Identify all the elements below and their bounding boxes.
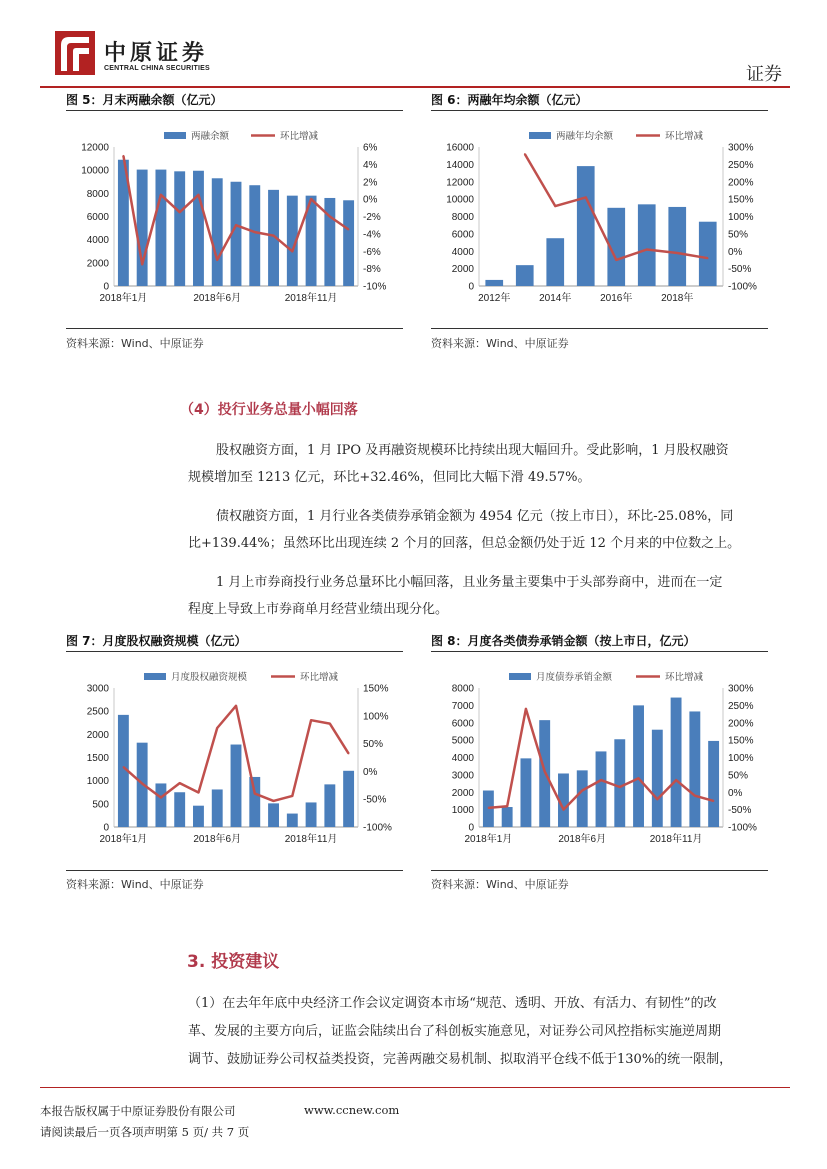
- bar: [485, 280, 503, 286]
- line-point: [123, 155, 125, 157]
- y-left-tick-label: 2000: [86, 258, 109, 270]
- y-left-tick-label: 2500: [86, 706, 109, 718]
- y-right-tick-label: 250%: [728, 159, 754, 171]
- y-left-tick-label: 2000: [86, 729, 109, 741]
- y-left-tick-label: 0: [103, 281, 109, 293]
- x-tick-label: 2018年6月: [193, 834, 242, 845]
- y-left-tick-label: 4000: [451, 246, 474, 258]
- line-point: [646, 249, 648, 251]
- section-4-heading: （4）投行业务总量小幅回落: [180, 402, 358, 418]
- bar: [708, 741, 719, 827]
- line-point: [615, 259, 617, 261]
- line-point: [179, 782, 181, 784]
- x-tick-label: 2012年: [478, 293, 511, 304]
- fig6-source: 资料来源：Wind、中原证券: [431, 337, 569, 350]
- fig5-top-rule: [66, 110, 403, 111]
- fig8-source: 资料来源：Wind、中原证券: [431, 878, 569, 891]
- y-left-tick-label: 10000: [81, 165, 109, 177]
- section-3-p1-line1: （1）在去年年底中央经济工作会议定调资本市场“规范、透明、开放、有活力、有韧性”的改: [188, 996, 717, 1011]
- line-point: [563, 809, 565, 811]
- fig8-bottom-rule: [431, 870, 768, 871]
- x-tick-label: 2016年: [600, 293, 633, 304]
- y-right-tick-label: 50%: [728, 770, 749, 782]
- line-point: [123, 766, 125, 768]
- x-tick-label: 2018年6月: [558, 834, 607, 845]
- y-left-tick-label: 3000: [451, 770, 474, 782]
- line-point: [329, 723, 331, 725]
- bar: [231, 745, 242, 827]
- bar: [343, 200, 354, 286]
- x-tick-label: 2018年1月: [99, 293, 148, 304]
- fig7-source: 资料来源：Wind、中原证券: [66, 878, 204, 891]
- bar: [668, 207, 686, 286]
- y-right-tick-label: 250%: [728, 700, 754, 712]
- logo-chinese-name: 中原证券: [104, 40, 209, 66]
- fig7-title: 图 7：月度股权融资规模（亿元）: [66, 634, 247, 648]
- fig6-chart: [431, 112, 768, 327]
- line-point: [160, 797, 162, 799]
- y-right-tick-label: 100%: [728, 753, 754, 764]
- line-point: [657, 798, 659, 800]
- bar: [306, 802, 317, 827]
- y-right-tick-label: 4%: [363, 159, 378, 171]
- y-left-tick-label: 12000: [81, 142, 109, 154]
- y-left-tick-label: 1000: [86, 776, 109, 788]
- legend-line-label: 环比增减: [300, 672, 339, 683]
- bar: [614, 739, 625, 827]
- y-right-tick-label: 150%: [728, 194, 754, 206]
- line-point: [179, 211, 181, 213]
- legend-bar-swatch: [529, 132, 551, 139]
- x-tick-label: 2018年11月: [284, 293, 338, 304]
- page-header: [40, 28, 790, 88]
- legend-bar-label: 两融年均余额: [556, 131, 614, 142]
- legend-bar-label: 月度债券承销金额: [536, 672, 613, 683]
- y-right-tick-label: -50%: [728, 805, 752, 817]
- footer-page-note: 请阅读最后一页各项声明第 5 页/ 共 7 页: [40, 1125, 250, 1139]
- line-point: [310, 198, 312, 200]
- bar: [652, 730, 663, 827]
- bar: [249, 185, 260, 286]
- x-tick-label: 2018年11月: [649, 834, 703, 845]
- bar: [155, 170, 166, 286]
- bar: [137, 170, 148, 286]
- y-right-tick-label: 50%: [363, 739, 384, 751]
- bar: [174, 171, 185, 286]
- bar: [577, 770, 588, 827]
- y-right-tick-label: -10%: [363, 281, 387, 293]
- x-tick-label: 2018年11月: [284, 834, 338, 845]
- bar: [193, 806, 204, 827]
- y-left-tick-label: 0: [468, 822, 474, 834]
- company-logo-icon: [55, 31, 95, 75]
- bar: [520, 758, 531, 827]
- line-point: [600, 779, 602, 781]
- y-left-tick-label: 2000: [451, 264, 474, 276]
- y-right-tick-label: 50%: [728, 229, 749, 241]
- bar: [193, 171, 204, 286]
- y-left-tick-label: 14000: [446, 159, 474, 171]
- y-left-tick-label: 4000: [451, 753, 474, 764]
- line-point: [554, 205, 556, 207]
- y-right-tick-label: 2%: [363, 177, 378, 189]
- fig8-top-rule: [431, 651, 768, 652]
- line-point: [292, 795, 294, 797]
- y-left-tick-label: 8000: [451, 212, 474, 223]
- bar: [699, 222, 717, 286]
- y-right-tick-label: 100%: [363, 711, 389, 723]
- line-point: [676, 252, 678, 254]
- legend-bar-swatch: [164, 132, 186, 139]
- line-point: [273, 235, 275, 237]
- y-left-tick-label: 2000: [451, 787, 474, 799]
- legend-line-label: 环比增减: [665, 131, 704, 142]
- y-right-tick-label: 150%: [363, 683, 389, 695]
- line-point: [619, 786, 621, 788]
- legend-bar-swatch: [144, 673, 166, 680]
- y-right-tick-label: 100%: [728, 212, 754, 223]
- fig7-bottom-rule: [66, 870, 403, 871]
- line-point: [235, 224, 237, 226]
- line-point: [254, 793, 256, 795]
- line-point: [216, 727, 218, 729]
- footer-website[interactable]: www.ccnew.com: [304, 1103, 400, 1117]
- line-point: [216, 259, 218, 261]
- line-point: [310, 719, 312, 721]
- bar: [287, 814, 298, 827]
- y-left-tick-label: 6000: [86, 212, 109, 223]
- logo-english-name: CENTRAL CHINA SECURITIES: [104, 65, 210, 72]
- bar: [324, 198, 335, 286]
- bar: [502, 807, 513, 827]
- fig7-top-rule: [66, 651, 403, 652]
- footer-rule: [40, 1087, 790, 1088]
- y-left-tick-label: 3000: [86, 683, 109, 695]
- bar: [638, 204, 656, 286]
- y-right-tick-label: 0%: [363, 766, 378, 778]
- x-tick-label: 2018年: [661, 293, 694, 304]
- section-3-heading: 3. 投资建议: [187, 952, 280, 972]
- x-tick-label: 2018年1月: [464, 834, 513, 845]
- bar: [324, 784, 335, 827]
- line-point: [525, 708, 527, 710]
- section-4-p1-line2: 规模增加至 1213 亿元，环比+32.46%，但同比大幅下滑 49.57%。: [188, 470, 591, 485]
- y-right-tick-label: 6%: [363, 142, 378, 154]
- line-point: [141, 783, 143, 785]
- fig5-chart: [66, 112, 403, 327]
- y-right-tick-label: -50%: [728, 264, 752, 276]
- line-point: [713, 800, 715, 802]
- line-point: [141, 263, 143, 265]
- bar: [689, 711, 700, 827]
- bar: [249, 777, 260, 827]
- section-4-p3-line2: 程度上导致上市券商单月经营业绩出现分化。: [188, 602, 449, 617]
- section-4-p1-line1: 股权融资方面，1 月 IPO 及再融资规模环比持续出现大幅回升。受此影响，1 月股权融资: [216, 443, 729, 458]
- bar: [633, 705, 644, 827]
- y-right-tick-label: -2%: [363, 212, 381, 223]
- fig8-chart: [431, 653, 768, 868]
- y-right-tick-label: 0%: [728, 787, 743, 799]
- fig6-top-rule: [431, 110, 768, 111]
- y-left-tick-label: 16000: [446, 142, 474, 154]
- y-left-tick-label: 1000: [451, 805, 474, 817]
- fig5-title: 图 5：月末两融余额（亿元）: [66, 93, 223, 107]
- y-right-tick-label: 200%: [728, 177, 754, 189]
- y-right-tick-label: -100%: [363, 822, 392, 834]
- line-point: [198, 194, 200, 196]
- legend-bar-label: 两融余额: [191, 131, 230, 142]
- line-point: [707, 257, 709, 259]
- y-right-tick-label: 150%: [728, 735, 754, 747]
- y-left-tick-label: 4000: [86, 235, 109, 247]
- section-3-p1-line2: 革、发展的主要方向后，证监会陆续出台了科创板实施意见，对证券公司风控指标实施逆周期: [188, 1024, 722, 1039]
- y-right-tick-label: 300%: [728, 683, 754, 695]
- legend-line-label: 环比增减: [665, 672, 704, 683]
- legend-line-label: 环比增减: [280, 131, 319, 142]
- fig5-source: 资料来源：Wind、中原证券: [66, 337, 204, 350]
- y-right-tick-label: -100%: [728, 822, 757, 834]
- fig6-title: 图 6：两融年均余额（亿元）: [431, 93, 588, 107]
- y-right-tick-label: 200%: [728, 718, 754, 730]
- line-point: [581, 790, 583, 792]
- y-left-tick-label: 1500: [86, 753, 109, 764]
- y-right-tick-label: -6%: [363, 246, 381, 258]
- legend-bar-label: 月度股权融资规模: [171, 672, 248, 683]
- line-point: [638, 778, 640, 780]
- y-left-tick-label: 10000: [446, 194, 474, 206]
- footer-copyright: 本报告版权属于中原证券股份有限公司: [40, 1104, 236, 1118]
- y-left-tick-label: 0: [103, 822, 109, 834]
- line-point: [198, 792, 200, 794]
- y-left-tick-label: 6000: [451, 718, 474, 730]
- bar: [671, 698, 682, 827]
- y-right-tick-label: 0%: [728, 246, 743, 258]
- line-point: [544, 771, 546, 773]
- bar: [212, 178, 223, 286]
- line-point: [348, 229, 350, 231]
- y-right-tick-label: -4%: [363, 229, 381, 241]
- bar: [174, 792, 185, 827]
- y-left-tick-label: 0: [468, 281, 474, 293]
- line-point: [694, 795, 696, 797]
- y-right-tick-label: -50%: [363, 794, 387, 806]
- x-tick-label: 2018年6月: [193, 293, 242, 304]
- y-right-tick-label: 0%: [363, 194, 378, 206]
- section-4-p2-line1: 债权融资方面，1 月行业各类债券承销金额为 4954 亿元（按上市日），环比-25.08%，同: [216, 509, 734, 524]
- y-left-tick-label: 12000: [446, 177, 474, 189]
- y-left-tick-label: 8000: [86, 188, 109, 200]
- line-point: [585, 197, 587, 199]
- line-point: [524, 153, 526, 155]
- y-right-tick-label: 300%: [728, 142, 754, 154]
- line-point: [506, 805, 508, 807]
- y-left-tick-label: 500: [92, 799, 109, 811]
- line-point: [160, 194, 162, 196]
- bar: [155, 783, 166, 827]
- line-point: [488, 807, 490, 809]
- bar: [343, 771, 354, 827]
- bar: [268, 803, 279, 827]
- line-point: [348, 753, 350, 755]
- bar: [212, 789, 223, 827]
- bar: [596, 751, 607, 827]
- fig7-chart: [66, 653, 403, 868]
- bar: [577, 166, 595, 286]
- report-category: 证券: [746, 64, 782, 85]
- line-point: [292, 250, 294, 252]
- header-rule: [40, 86, 790, 88]
- line-point: [273, 800, 275, 802]
- bar: [546, 238, 564, 286]
- y-left-tick-label: 6000: [451, 229, 474, 241]
- y-right-tick-label: -100%: [728, 281, 757, 293]
- y-left-tick-label: 8000: [451, 683, 474, 695]
- legend-bar-swatch: [509, 673, 531, 680]
- fig5-bottom-rule: [66, 328, 403, 329]
- fig8-title: 图 8：月度各类债券承销金额（按上市日，亿元）: [431, 634, 696, 648]
- section-4-p3-line1: 1 月上市券商投行业务总量环比小幅回落，且业务量主要集中于头部券商中，进而在一定: [216, 575, 723, 590]
- fig6-bottom-rule: [431, 328, 768, 329]
- section-3-p1-line3: 调节、鼓励证券公司权益类投资，完善两融交易机制、拟取消平仓线不低于130%的统一限制，: [188, 1052, 733, 1067]
- y-left-tick-label: 5000: [451, 735, 474, 747]
- x-tick-label: 2014年: [539, 293, 572, 304]
- line-point: [254, 231, 256, 233]
- x-tick-label: 2018年1月: [99, 834, 148, 845]
- line-point: [235, 705, 237, 707]
- line-point: [329, 216, 331, 218]
- y-right-tick-label: -8%: [363, 264, 381, 276]
- line-point: [675, 779, 677, 781]
- y-left-tick-label: 7000: [451, 700, 474, 712]
- bar: [516, 265, 534, 286]
- section-4-p2-line2: 比+139.44%；虽然环比出现连续 2 个月的回落，但总金额仍处于近 12 个月来的中位数之上。: [188, 536, 741, 551]
